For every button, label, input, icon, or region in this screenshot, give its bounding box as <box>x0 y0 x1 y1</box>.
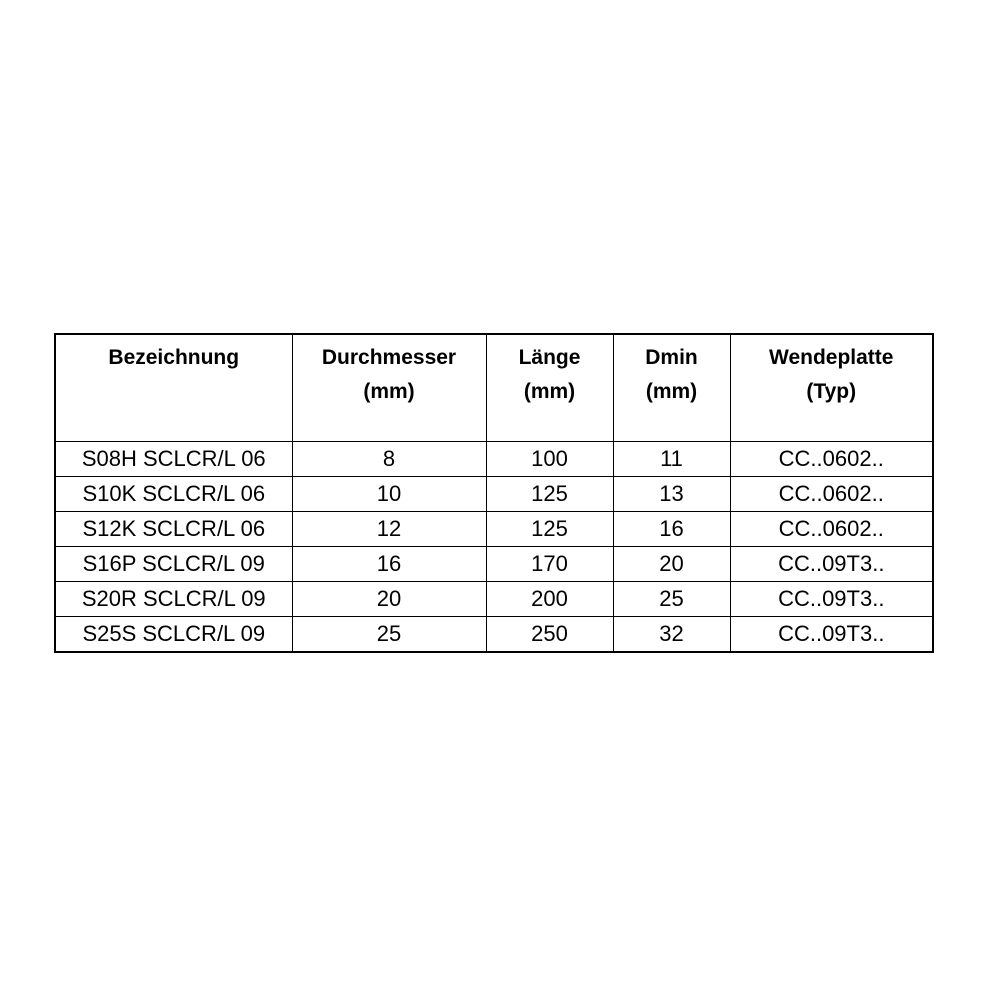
cell-durchmesser: 20 <box>292 582 486 617</box>
table-row <box>55 617 933 653</box>
cell-durchmesser: 10 <box>292 477 486 512</box>
table-row <box>55 477 933 512</box>
cell-laenge: 100 <box>486 442 613 477</box>
header-wendeplatte <box>730 334 933 442</box>
cell-wendeplatte: CC..09T3.. <box>730 617 933 653</box>
table-header <box>55 334 933 442</box>
header-label: Wendeplatte <box>769 346 894 369</box>
header-label: Durchmesser <box>321 346 457 369</box>
spec-table <box>54 333 934 653</box>
cell-bezeichnung: S20R SCLCR/L 09 <box>55 582 292 617</box>
cell-laenge: 125 <box>486 512 613 547</box>
header-dmin <box>613 334 730 442</box>
table-row <box>55 547 933 582</box>
table-row <box>55 512 933 547</box>
cell-durchmesser: 12 <box>292 512 486 547</box>
cell-wendeplatte: CC..0602.. <box>730 477 933 512</box>
header-durchmesser <box>292 334 486 442</box>
cell-laenge: 200 <box>486 582 613 617</box>
header-laenge <box>486 334 613 442</box>
cell-dmin: 11 <box>613 442 730 477</box>
cell-dmin: 32 <box>613 617 730 653</box>
header-label: Dmin <box>645 346 698 369</box>
cell-bezeichnung: S08H SCLCR/L 06 <box>55 442 292 477</box>
header-unit: (mm) <box>363 380 415 403</box>
cell-laenge: 170 <box>486 547 613 582</box>
header-label: Länge <box>518 346 581 369</box>
header-unit: (Typ) <box>806 380 857 403</box>
cell-laenge: 250 <box>486 617 613 653</box>
cell-durchmesser: 25 <box>292 617 486 653</box>
cell-dmin: 16 <box>613 512 730 547</box>
cell-dmin: 20 <box>613 547 730 582</box>
cell-durchmesser: 8 <box>292 442 486 477</box>
header-bezeichnung <box>55 334 292 442</box>
cell-bezeichnung: S12K SCLCR/L 06 <box>55 512 292 547</box>
cell-bezeichnung: S10K SCLCR/L 06 <box>55 477 292 512</box>
cell-dmin: 13 <box>613 477 730 512</box>
cell-bezeichnung: S25S SCLCR/L 09 <box>55 617 292 653</box>
cell-dmin: 25 <box>613 582 730 617</box>
header-row <box>55 334 933 442</box>
header-unit: (mm) <box>523 380 576 403</box>
cell-wendeplatte: CC..09T3.. <box>730 547 933 582</box>
table-row <box>55 582 933 617</box>
cell-wendeplatte: CC..0602.. <box>730 512 933 547</box>
cell-wendeplatte: CC..0602.. <box>730 442 933 477</box>
header-label: Bezeichnung <box>108 346 240 369</box>
table-row <box>55 442 933 477</box>
header-unit: (mm) <box>645 380 698 403</box>
table-body <box>55 442 933 653</box>
cell-durchmesser: 16 <box>292 547 486 582</box>
cell-bezeichnung: S16P SCLCR/L 09 <box>55 547 292 582</box>
cell-wendeplatte: CC..09T3.. <box>730 582 933 617</box>
cell-laenge: 125 <box>486 477 613 512</box>
